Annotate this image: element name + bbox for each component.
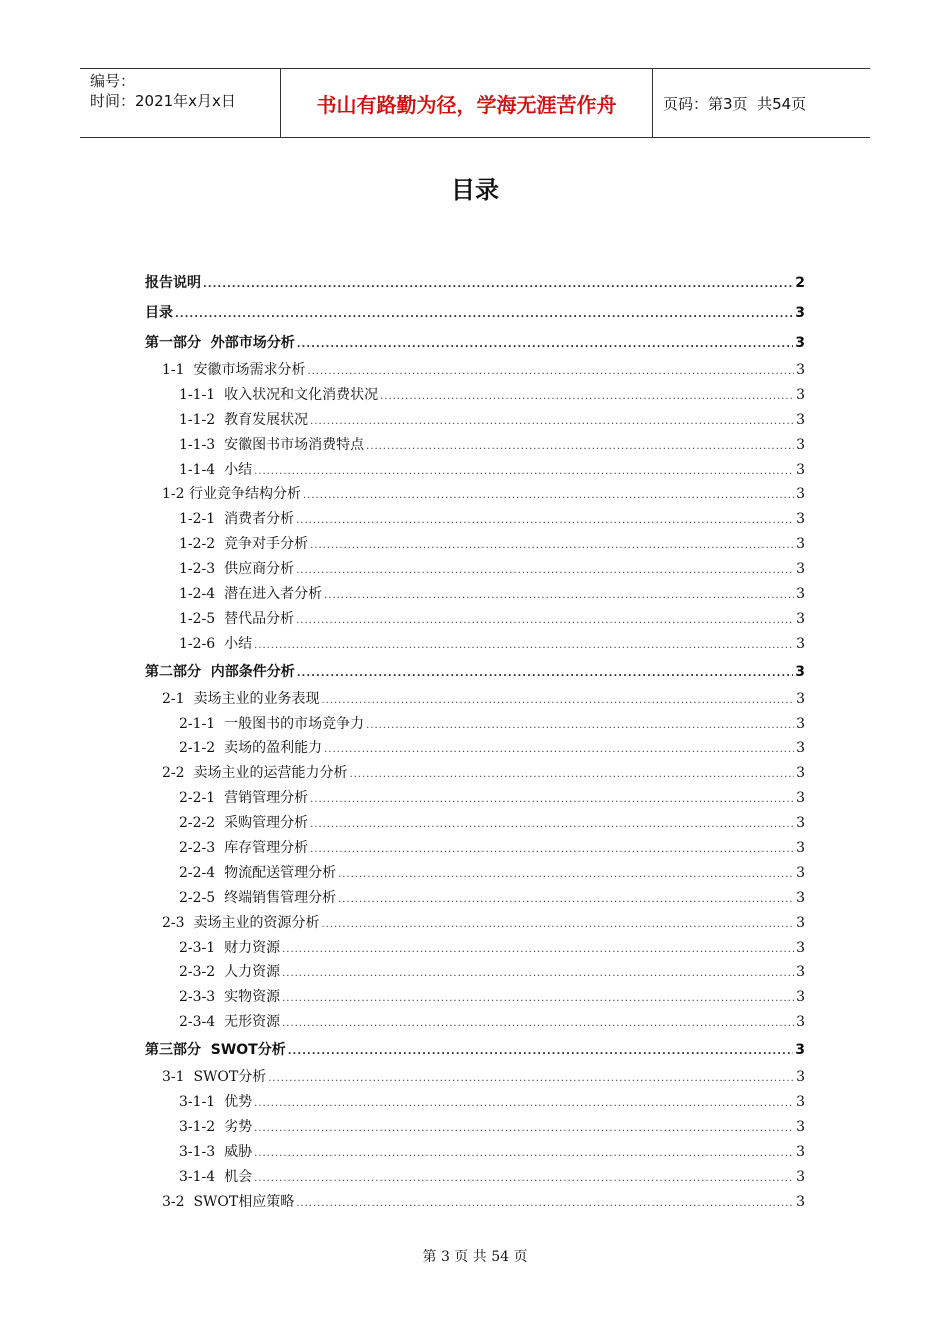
toc-entry-page: 3 [796, 740, 805, 757]
toc-entry-page: 3 [796, 914, 805, 931]
toc-entry-label: 目录 [145, 305, 173, 321]
toc-leader-dots [296, 609, 794, 634]
document-title: 目录 [451, 176, 499, 204]
toc-entry-label: 1-1-4 小结 [179, 461, 253, 478]
toc-leader-dots [338, 888, 794, 913]
toc-entry[interactable] [145, 1035, 805, 1065]
toc-entry[interactable] [145, 328, 805, 358]
toc-entry-page: 3 [796, 840, 805, 857]
toc-entry-page: 3 [796, 561, 805, 578]
toc-leader-dots [366, 714, 794, 739]
toc-entry-label: 1-1 安徽市场需求分析 [162, 362, 306, 378]
toc-entry[interactable] [145, 507, 805, 532]
toc-leader-dots [349, 763, 794, 788]
number-label: 编号： [90, 72, 136, 90]
toc-entry-label: 3-1-4 机会 [179, 1168, 253, 1185]
toc-entry-label: 2-2-4 物流配送管理分析 [179, 864, 337, 881]
toc-leader-dots [324, 738, 794, 763]
toc-leader-dots [303, 484, 794, 509]
footer-page-number: 第 3 页 共 54 页 [422, 1249, 528, 1265]
toc-entry-label: 2-3-2 人力资源 [179, 964, 281, 981]
toc-entry[interactable] [145, 712, 805, 737]
page-footer [0, 1246, 950, 1266]
toc-entry[interactable] [145, 298, 805, 328]
toc-entry[interactable] [145, 886, 805, 911]
toc-entry-page: 2 [795, 275, 805, 291]
toc-entry-page: 3 [796, 790, 805, 807]
toc-entry-label: 2-2-1 营销管理分析 [179, 790, 309, 807]
toc-leader-dots [296, 559, 794, 584]
toc-leader-dots [321, 689, 794, 714]
toc-entry-page: 3 [796, 765, 805, 782]
toc-entry-page: 3 [796, 815, 805, 832]
toc-entry-label: 1-2-3 供应商分析 [179, 561, 295, 578]
toc-leader-dots [268, 1067, 794, 1092]
toc-leader-dots [310, 813, 794, 838]
toc-entry-page: 3 [795, 1042, 805, 1059]
toc-entry-label: 第二部分 内部条件分析 [145, 663, 295, 680]
toc-leader-dots [296, 1192, 794, 1217]
toc-entry-label: 3-1-3 威胁 [179, 1143, 253, 1160]
toc-entry[interactable] [145, 911, 805, 936]
toc-leader-dots [297, 659, 794, 689]
table-of-contents [145, 268, 805, 1215]
toc-entry-label: 2-3-3 实物资源 [179, 989, 281, 1006]
toc-entry-label: 1-2-1 消费者分析 [179, 511, 295, 528]
toc-entry-label: 1-2-2 竞争对手分析 [179, 536, 309, 553]
toc-entry-label: 2-3 卖场主业的资源分析 [162, 914, 320, 931]
toc-entry-label: 1-1-2 教育发展状况 [179, 411, 309, 428]
toc-entry[interactable] [145, 960, 805, 985]
toc-entry-label: 1-2-4 潜在进入者分析 [179, 586, 323, 603]
toc-entry[interactable] [145, 582, 805, 607]
header-page-info [653, 69, 870, 137]
toc-entry-label: 2-1-1 一般图书的市场竞争力 [179, 715, 365, 732]
toc-entry-page: 3 [796, 1118, 805, 1135]
toc-entry-page: 3 [796, 1014, 805, 1031]
toc-entry-page: 3 [796, 1143, 805, 1160]
toc-entry[interactable] [145, 1165, 805, 1190]
toc-entry-label: 2-2 卖场主业的运营能力分析 [162, 765, 348, 782]
toc-leader-dots [307, 360, 794, 385]
page-info-text: 页码：第3页 共54页 [663, 94, 807, 113]
toc-entry[interactable] [145, 687, 805, 712]
toc-leader-dots [366, 435, 794, 460]
toc-entry-label: 2-3-4 无形资源 [179, 1014, 281, 1031]
toc-entry[interactable] [145, 1115, 805, 1140]
header-motto: 书山有路勤为径，学海无涯苦作舟 [280, 69, 653, 137]
toc-entry[interactable] [145, 657, 805, 687]
toc-entry[interactable] [145, 1090, 805, 1115]
toc-leader-dots [254, 1167, 794, 1192]
toc-entry[interactable] [145, 861, 805, 886]
toc-entry-page: 3 [796, 362, 805, 378]
toc-entry[interactable] [145, 268, 805, 298]
toc-leader-dots [254, 1092, 794, 1117]
toc-entry[interactable] [145, 607, 805, 632]
toc-leader-dots [310, 838, 794, 863]
toc-entry-label: 2-2-2 采购管理分析 [179, 815, 309, 832]
header-meta [80, 69, 280, 137]
toc-entry-label: 3-1 SWOT分析 [162, 1069, 267, 1086]
toc-entry-page: 3 [796, 939, 805, 956]
toc-entry-page: 3 [796, 989, 805, 1006]
toc-entry-label: 3-1-1 优势 [179, 1094, 253, 1111]
toc-leader-dots [296, 509, 794, 534]
toc-entry[interactable] [145, 936, 805, 961]
toc-entry-label: 3-1-2 劣势 [179, 1118, 253, 1135]
toc-entry[interactable] [145, 557, 805, 582]
toc-entry[interactable] [145, 482, 805, 507]
toc-entry-label: 2-1-2 卖场的盈利能力 [179, 740, 323, 757]
toc-leader-dots [338, 863, 794, 888]
toc-entry[interactable] [145, 811, 805, 836]
toc-entry-page: 3 [796, 1168, 805, 1185]
toc-leader-dots [324, 584, 794, 609]
toc-leader-dots [321, 913, 794, 938]
toc-entry-page: 3 [796, 610, 805, 627]
toc-entry[interactable] [145, 736, 805, 761]
toc-entry-page: 3 [795, 663, 805, 680]
toc-leader-dots [282, 962, 794, 987]
toc-leader-dots [310, 788, 794, 813]
toc-entry-page: 3 [796, 864, 805, 881]
toc-entry-page: 3 [796, 690, 805, 707]
toc-entry-label: 1-2 行业竞争结构分析 [162, 486, 301, 503]
toc-entry-page: 3 [795, 305, 805, 321]
toc-entry[interactable] [145, 433, 805, 458]
toc-entry-page: 3 [796, 1193, 805, 1210]
toc-entry-page: 3 [796, 1094, 805, 1111]
toc-leader-dots [297, 330, 794, 360]
toc-entry-label: 2-1 卖场主业的业务表现 [162, 690, 320, 707]
toc-leader-dots [282, 938, 794, 963]
toc-entry-label: 1-1-3 安徽图书市场消费特点 [179, 436, 365, 453]
toc-entry[interactable] [145, 985, 805, 1010]
toc-entry-label: 1-2-5 替代品分析 [179, 610, 295, 627]
toc-entry-page: 3 [795, 335, 805, 351]
toc-leader-dots [288, 1037, 794, 1067]
toc-entry-label: 报告说明 [145, 275, 201, 291]
toc-leader-dots [254, 460, 794, 485]
toc-leader-dots [254, 1117, 794, 1142]
toc-entry-page: 3 [796, 635, 805, 652]
toc-entry[interactable] [145, 532, 805, 557]
toc-entry-label: 1-1-1 收入状况和文化消费状况 [179, 386, 379, 403]
toc-entry-label: 第三部分 SWOT分析 [145, 1042, 286, 1059]
toc-entry-page: 3 [796, 586, 805, 603]
toc-entry[interactable] [145, 632, 805, 657]
toc-entry[interactable] [145, 786, 805, 811]
toc-leader-dots [310, 410, 794, 435]
toc-entry[interactable] [145, 408, 805, 433]
toc-entry[interactable] [145, 1010, 805, 1035]
toc-entry-page: 3 [796, 461, 805, 478]
toc-entry[interactable] [145, 1190, 805, 1215]
toc-entry-page: 3 [796, 411, 805, 428]
toc-entry-label: 2-2-5 终端销售管理分析 [179, 889, 337, 906]
toc-leader-dots [282, 987, 794, 1012]
toc-entry-page: 3 [796, 536, 805, 553]
toc-entry[interactable] [145, 1065, 805, 1090]
toc-leader-dots [310, 534, 794, 559]
toc-entry[interactable] [145, 383, 805, 408]
toc-entry[interactable] [145, 836, 805, 861]
toc-entry-page: 3 [796, 964, 805, 981]
toc-entry-page: 3 [796, 1069, 805, 1086]
toc-leader-dots [203, 270, 793, 300]
toc-entry-label: 2-3-1 财力资源 [179, 939, 281, 956]
toc-entry[interactable] [145, 1140, 805, 1165]
date-label: 时间：2021年x月x日 [90, 92, 236, 110]
toc-leader-dots [380, 385, 794, 410]
toc-entry[interactable] [145, 458, 805, 483]
toc-leader-dots [254, 634, 794, 659]
page-header [80, 68, 870, 138]
toc-entry[interactable] [145, 358, 805, 383]
toc-entry-page: 3 [796, 486, 805, 503]
toc-leader-dots [175, 300, 793, 330]
toc-entry-page: 3 [796, 386, 805, 403]
toc-leader-dots [282, 1012, 794, 1037]
toc-leader-dots [254, 1142, 794, 1167]
toc-entry-page: 3 [796, 889, 805, 906]
toc-entry-page: 3 [796, 436, 805, 453]
toc-entry[interactable] [145, 761, 805, 786]
toc-entry-label: 第一部分 外部市场分析 [145, 335, 295, 351]
toc-entry-label: 1-2-6 小结 [179, 635, 253, 652]
toc-entry-label: 2-2-3 库存管理分析 [179, 840, 309, 857]
toc-entry-page: 3 [796, 715, 805, 732]
toc-entry-label: 3-2 SWOT相应策略 [162, 1193, 295, 1210]
toc-entry-page: 3 [796, 511, 805, 528]
